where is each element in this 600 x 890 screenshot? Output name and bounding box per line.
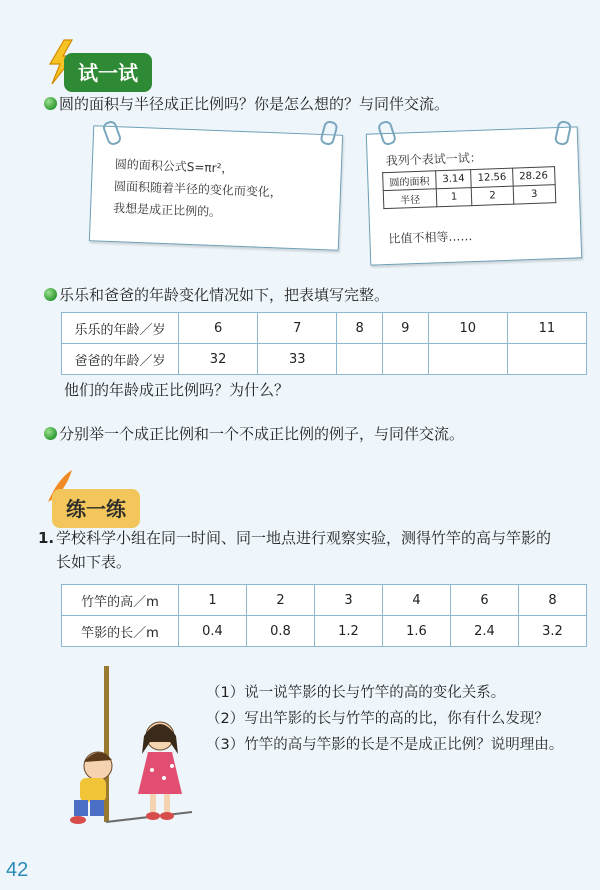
table-cell: 6 [179, 313, 258, 344]
table-header-cell: 乐乐的年龄／岁 [62, 313, 179, 344]
note-line: 我想是成正比例的。 [112, 201, 222, 220]
page-number: 42 [6, 859, 29, 881]
mini-cell: 12.56 [471, 168, 513, 187]
mini-cell: 圆的面积 [383, 171, 437, 191]
note-line: 圆的面积公式S=πr²， [114, 157, 234, 176]
age-table [61, 312, 587, 375]
bullet-icon [44, 97, 57, 110]
note-line: 圆面积随着半径的变化而变化， [113, 179, 283, 200]
table-cell: 11 [507, 313, 586, 344]
bullet-icon [44, 288, 57, 301]
table-cell: 1.6 [383, 616, 451, 647]
pole-table [61, 584, 587, 647]
question-1: 圆的面积与半径成正比例吗？你是怎么想的？与同伴交流。 [44, 93, 449, 115]
table-row [62, 616, 587, 647]
table-cell: 3 [315, 585, 383, 616]
problem-number: 1. [38, 529, 55, 547]
mini-cell: 2 [471, 186, 513, 205]
mini-table [382, 166, 556, 209]
sub-question-list [206, 680, 563, 758]
children-pole-illustration [60, 662, 210, 830]
table-cell: 8 [337, 313, 383, 344]
mini-cell: 1 [436, 188, 472, 207]
note-footer: 比值不相等…… [388, 229, 473, 247]
table-cell: 3.2 [519, 616, 587, 647]
table-row [62, 313, 587, 344]
section-title-practice: 练一练 [52, 489, 140, 528]
table-header-cell: 竹竿的高／m [62, 585, 179, 616]
table-cell: 10 [428, 313, 507, 344]
question-2-followup: 他们的年龄成正比例吗？为什么？ [64, 381, 290, 399]
blank-cell[interactable] [382, 344, 428, 375]
blank-cell[interactable] [507, 344, 586, 375]
table-header-cell: 竿影的长／m [62, 616, 179, 647]
table-cell: 1 [179, 585, 247, 616]
problem-text-line-2: 长如下表。 [56, 553, 132, 571]
sub-question-2: （2）写出竿影的长与竹竿的高的比，你有什么发现？ [206, 711, 549, 727]
table-cell: 0.8 [247, 616, 315, 647]
table-cell: 7 [258, 313, 337, 344]
blank-cell[interactable] [428, 344, 507, 375]
table-cell: 4 [383, 585, 451, 616]
table-cell: 6 [451, 585, 519, 616]
problem-text-line-1: 学校科学小组在同一时间、同一地点进行观察实验，测得竹竿的高与竿影的 [56, 529, 552, 547]
table-cell: 8 [519, 585, 587, 616]
table-cell: 2.4 [451, 616, 519, 647]
sub-question-1: （1）说一说竿影的长与竹竿的高的变化关系。 [206, 685, 506, 701]
mini-cell: 3.14 [436, 170, 472, 189]
bullet-icon [44, 427, 57, 440]
table-row [62, 344, 587, 375]
question-2: 乐乐和爸爸的年龄变化情况如下，把表填写完整。 [44, 284, 389, 306]
mini-cell: 半径 [383, 189, 437, 209]
sub-question-3: （3）竹竿的高与竿影的长是不是成正比例？说明理由。 [206, 737, 564, 753]
note-card-right [366, 126, 582, 265]
blank-cell[interactable] [337, 344, 383, 375]
table-cell: 32 [179, 344, 258, 375]
mini-cell: 28.26 [512, 167, 554, 186]
table-header-cell: 爸爸的年龄／岁 [62, 344, 179, 375]
note-card-left [89, 125, 343, 251]
table-row [62, 585, 587, 616]
section-title-try: 试一试 [64, 53, 152, 92]
table-cell: 0.4 [179, 616, 247, 647]
table-cell: 1.2 [315, 616, 383, 647]
question-3: 分别举一个成正比例和一个不成正比例的例子，与同伴交流。 [44, 423, 464, 445]
mini-cell: 3 [513, 185, 555, 204]
note-heading: 我列个表试一试： [385, 150, 482, 169]
table-cell: 33 [258, 344, 337, 375]
table-cell: 2 [247, 585, 315, 616]
table-cell: 9 [382, 313, 428, 344]
